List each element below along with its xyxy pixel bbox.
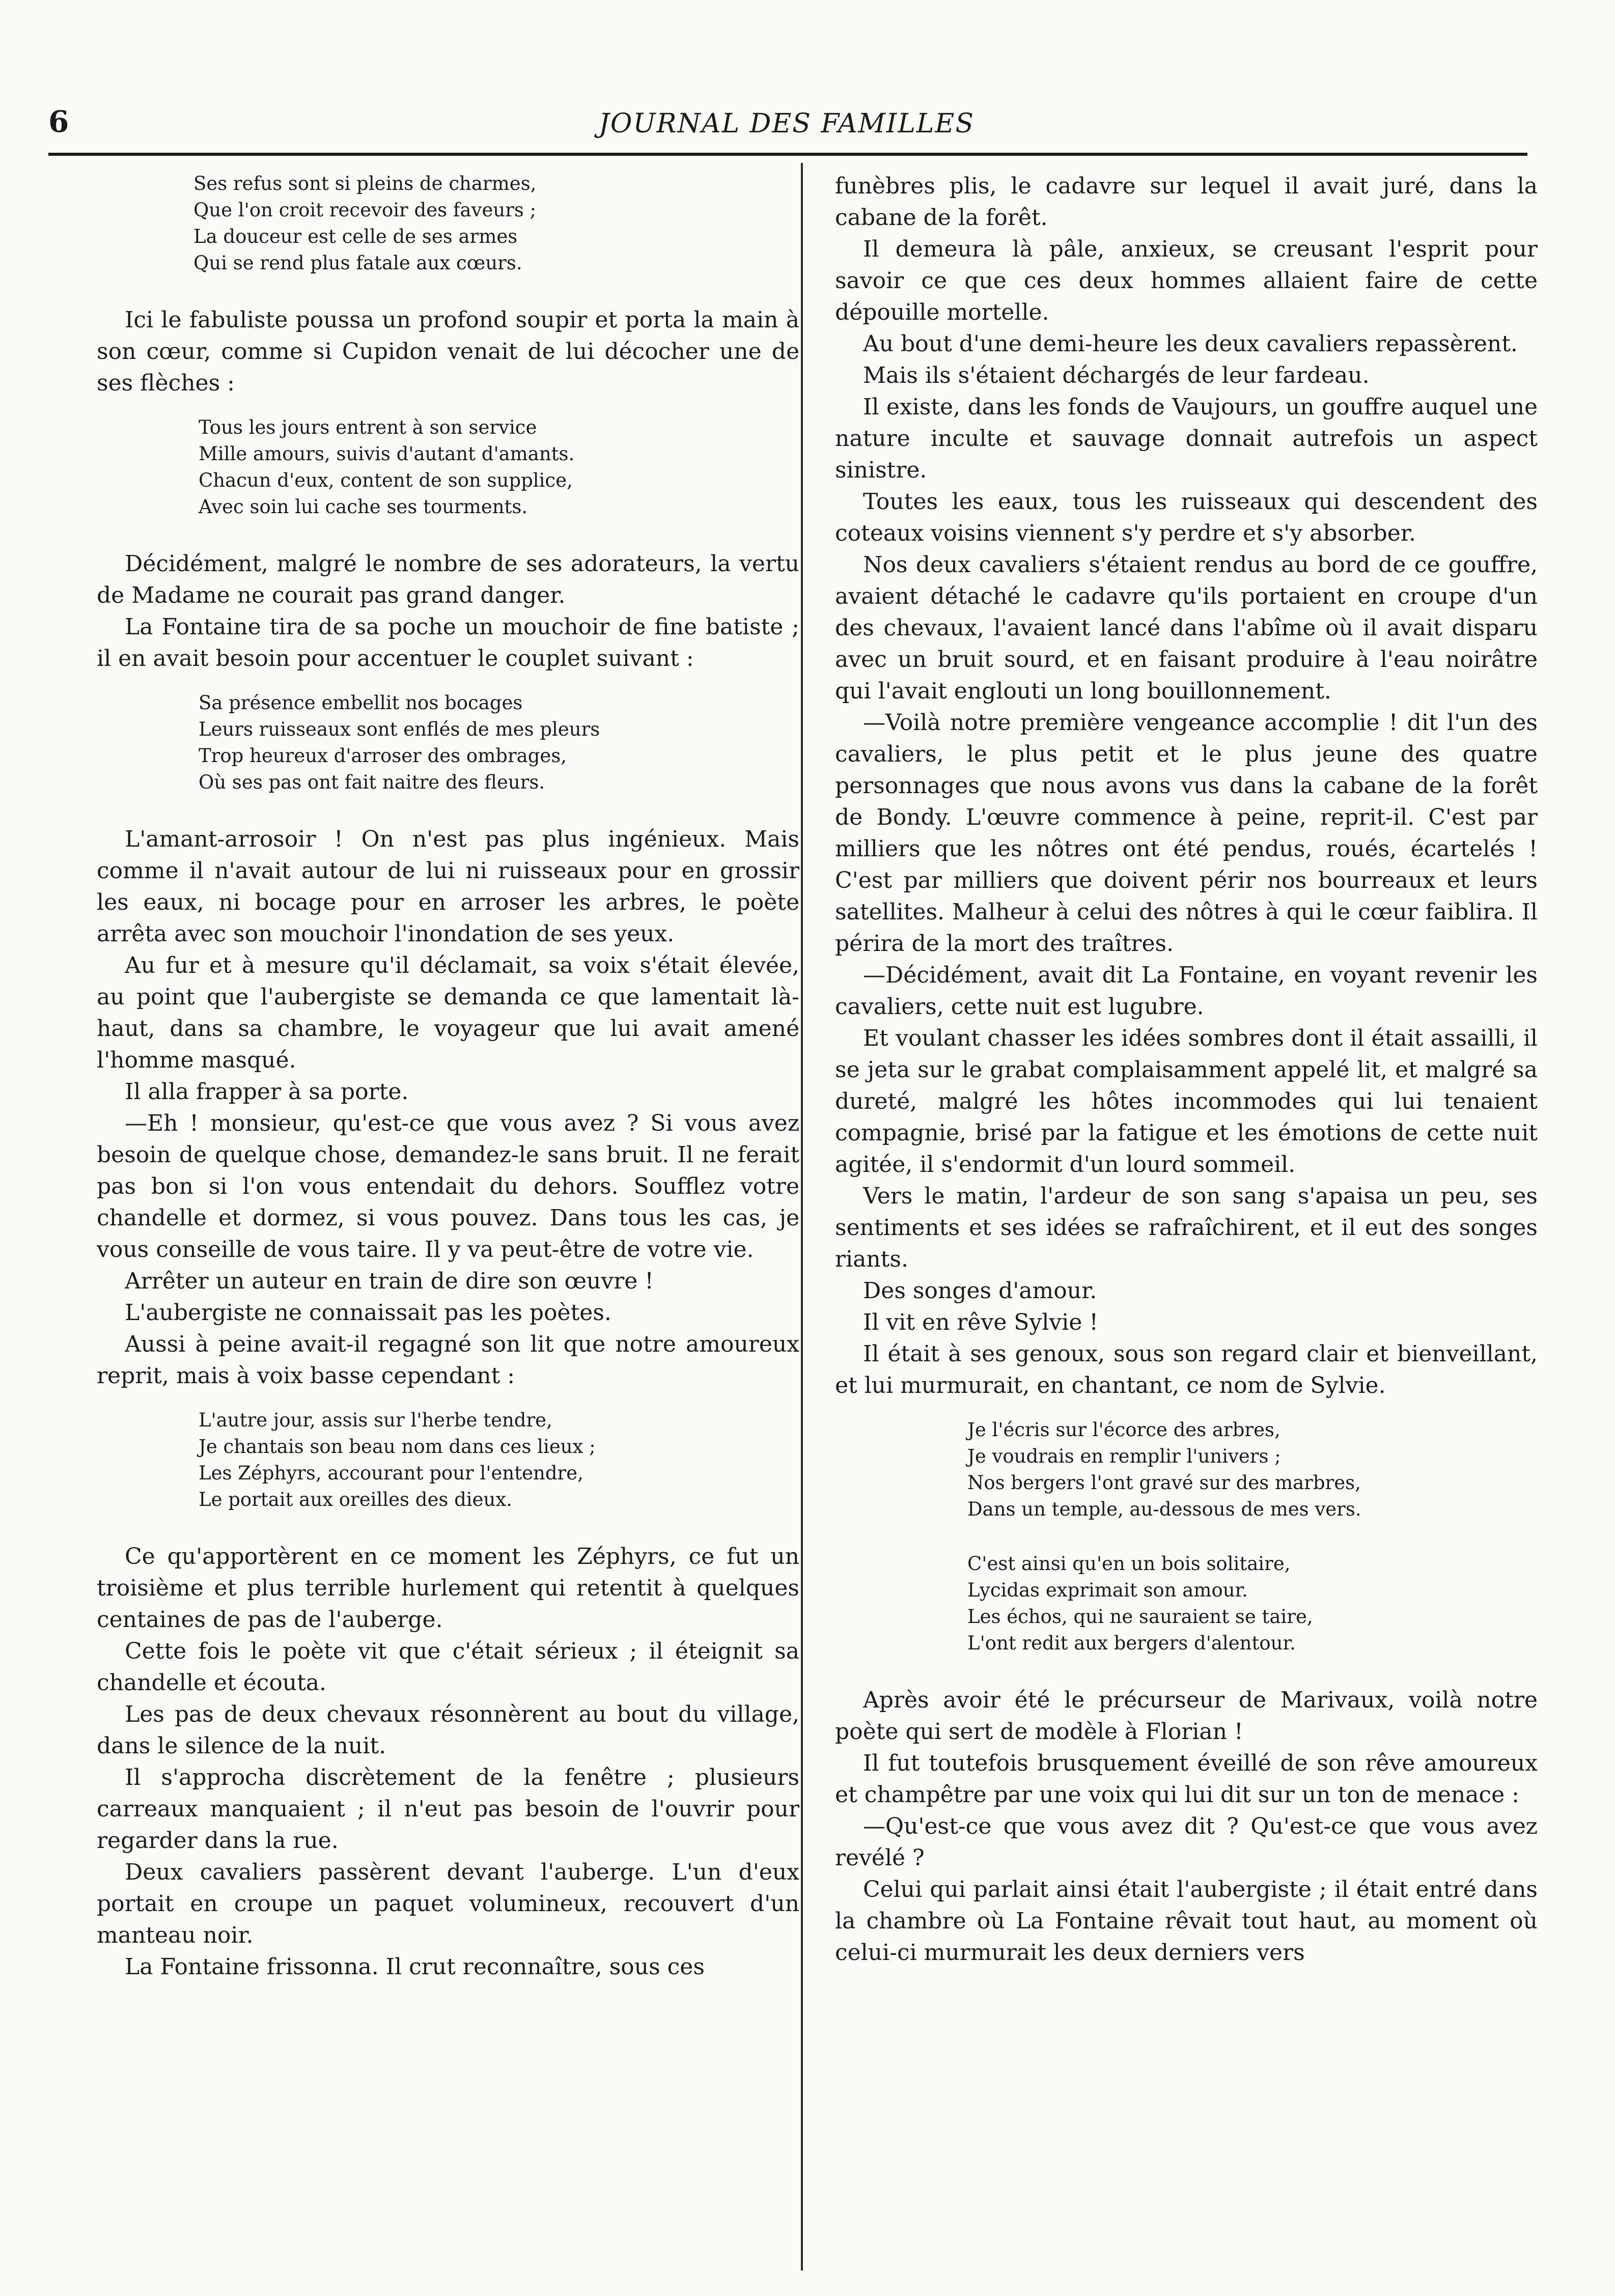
verse-line: Les échos, qui ne sauraient se taire, (967, 1606, 1313, 1628)
verse-line: Mille amours, suivis d'autant d'amants. (199, 443, 575, 465)
verse-line: Je chantais son beau nom dans ces lieux ; (199, 1436, 596, 1458)
left-column (97, 171, 799, 1983)
column-divider (801, 163, 803, 2271)
verse-line: Dans un temple, au-dessous de mes vers. (967, 1498, 1361, 1520)
verse-line: Je l'écris sur l'écorce des arbres, (967, 1419, 1280, 1441)
verse-stanza (199, 414, 799, 520)
paragraph: funèbres plis, le cadavre sur lequel il avait juré, dans la cabane de la forêt. (835, 173, 1538, 231)
verse-line: Ses refus sont si pleins de charmes, (193, 173, 537, 194)
header-rule (48, 153, 1527, 156)
paragraph: L'amant-arrosoir ! On n'est pas plus ingénieux. Mais comme il n'avait autour de lui ni ruisseaux pour en grossir les eaux, ni bocage pour en arroser les arbres, le poète arrêta avec son mouchoir l'inondation de ses yeux. (97, 826, 799, 947)
paragraph: Deux cavaliers passèrent devant l'auberge. L'un d'eux portait en croupe un paquet volumineux, recouvert d'un manteau noir. (97, 1859, 799, 1948)
paragraph: —Eh ! monsieur, qu'est-ce que vous avez ? Si vous avez besoin de quelque chose, demandez-le sans bruit. Il ne ferait pas bon si l'on vous entendait du dehors. Soufflez votre chandelle et dormez, si vous pouvez. Dans tous les cas, je vous conseille de vous taire. Il y va peut-être de votre vie. (97, 1110, 799, 1263)
page-number: 6 (48, 104, 69, 139)
verse-line: La douceur est celle de ses armes (193, 226, 518, 247)
page-header (48, 104, 1525, 145)
verse-stanza (199, 690, 799, 796)
paragraph: Arrêter un auteur en train de dire son œuvre ! (125, 1268, 654, 1294)
paragraph: La Fontaine tira de sa poche un mouchoir de fine batiste ; il en avait besoin pour accentuer le couplet suivant : (97, 614, 799, 671)
verse-line: L'ont redit aux bergers d'alentour. (967, 1632, 1296, 1654)
paragraph: Au bout d'une demi-heure les deux cavaliers repassèrent. (863, 331, 1518, 357)
paragraph: Il existe, dans les fonds de Vaujours, un gouffre auquel une nature inculte et sauvage donnait autrefois un aspect sinistre. (835, 394, 1538, 483)
verse-line: Le portait aux oreilles des dieux. (199, 1489, 512, 1510)
paragraph: La Fontaine frissonna. Il crut reconnaître, sous ces (125, 1954, 705, 1980)
paragraph: Il fut toutefois brusquement éveillé de son rêve amoureux et champêtre par une voix qui lui dit sur un ton de menace : (835, 1750, 1538, 1808)
verse-line: Nos bergers l'ont gravé sur des marbres, (967, 1472, 1361, 1494)
paragraph: Il alla frapper à sa porte. (125, 1079, 409, 1105)
paragraph: Décidément, malgré le nombre de ses adorateurs, la vertu de Madame ne courait pas grand danger. (97, 551, 799, 608)
paragraph: Après avoir été le précurseur de Marivaux, voilà notre poète qui sert de modèle à Florian ! (835, 1687, 1538, 1745)
verse-stanza (193, 171, 799, 276)
paragraph: Il vit en rêve Sylvie ! (863, 1309, 1099, 1335)
verse-line: Je voudrais en remplir l'univers ; (967, 1445, 1281, 1467)
paragraph: Au fur et à mesure qu'il déclamait, sa voix s'était élevée, au point que l'aubergiste se demanda ce que lamentait là-haut, dans sa chambre, le voyageur que lui avait amené l'homme masqué. (97, 953, 799, 1073)
paragraph: Mais ils s'étaient déchargés de leur fardeau. (863, 362, 1370, 388)
paragraph: Il s'approcha discrètement de la fenêtre ; plusieurs carreaux manquaient ; il n'eut pas besoin de l'ouvrir pour regarder dans la rue. (97, 1765, 799, 1854)
verse-line: Avec soin lui cache ses tourments. (199, 496, 528, 518)
verse-line: Leurs ruisseaux sont enflés de mes pleurs (199, 718, 600, 740)
paragraph: Il était à ses genoux, sous son regard clair et bienveillant, et lui murmurait, en chantant, ce nom de Sylvie. (835, 1341, 1538, 1398)
verse-line: Lycidas exprimait son amour. (967, 1579, 1248, 1601)
verse-line: Sa présence embellit nos bocages (199, 692, 523, 714)
paragraph: Des songes d'amour. (863, 1278, 1097, 1304)
paragraph: —Voilà notre première vengeance accomplie ! dit l'un des cavaliers, le plus petit et le plus jeune des quatre personnages que nous avons vus dans la cabane de la forêt de Bondy. L'œuvre commence à peine, reprit-il. C'est par milliers que les nôtres ont été pendus, roués, écartelés ! C'est par milliers que doivent périr nos bourreaux et leurs satellites. Malheur à celui des nôtres à qui le cœur faiblira. Il périra de la mort des traîtres. (835, 710, 1538, 957)
paragraph: Celui qui parlait ainsi était l'aubergiste ; il était entré dans la chambre où La Fontaine rêvait tout haut, au moment où celui-ci murmurait les deux derniers vers (835, 1877, 1538, 1966)
verse-line: Trop heureux d'arroser des ombrages, (199, 745, 567, 767)
paragraph: Vers le matin, l'ardeur de son sang s'apaisa un peu, ses sentiments et ses idées se rafraîchirent, et il eut des songes riants. (835, 1183, 1538, 1272)
verse-stanza (967, 1551, 1538, 1657)
paragraph: —Qu'est-ce que vous avez dit ? Qu'est-ce que vous avez revélé ? (835, 1813, 1538, 1871)
paragraph: Aussi à peine avait-il regagné son lit que notre amoureux reprit, mais à voix basse cependant : (97, 1331, 799, 1389)
verse-line: Qui se rend plus fatale aux cœurs. (193, 252, 522, 274)
paragraph: Il demeura là pâle, anxieux, se creusant l'esprit pour savoir ce que ces deux hommes allaient faire de cette dépouille mortelle. (835, 236, 1538, 325)
verse-line: C'est ainsi qu'en un bois solitaire, (967, 1553, 1291, 1575)
verse-stanza (199, 1407, 799, 1513)
verse-line: Tous les jours entrent à son service (199, 416, 537, 438)
journal-title: JOURNAL DES FAMILLES (599, 108, 974, 139)
paragraph: Nos deux cavaliers s'étaient rendus au bord de ce gouffre, avaient détaché le cadavre qu'ils portaient en croupe d'un des chevaux, l'avaient lancé dans l'abîme où il avait disparu avec un bruit sourd, et en faisant produire à l'eau noirâtre qui l'avait englouti un long bouillonnement. (835, 552, 1538, 704)
verse-stanza (967, 1417, 1538, 1523)
verse-line: Que l'on croit recevoir des faveurs ; (193, 199, 537, 221)
paragraph: Ici le fabuliste poussa un profond soupir et porta la main à son cœur, comme si Cupidon venait de lui décocher une de ses flèches : (97, 307, 799, 396)
paragraph: Toutes les eaux, tous les ruisseaux qui descendent des coteaux voisins viennent s'y perdre et s'y absorber. (835, 489, 1538, 546)
verse-line: Où ses pas ont fait naitre des fleurs. (199, 771, 545, 793)
paragraph: Et voulant chasser les idées sombres dont il était assailli, il se jeta sur le grabat complaisamment appelé lit, et malgré sa dureté, malgré les hôtes incommodes qui lui tenaient compagnie, brisé par la fatigue et les émotions de cette nuit agitée, il s'endormit d'un lourd sommeil. (835, 1025, 1538, 1178)
paragraph: Ce qu'apportèrent en ce moment les Zéphyrs, ce fut un troisième et plus terrible hurlement qui retentit à quelques centaines de pas de l'auberge. (97, 1544, 799, 1633)
paragraph: L'aubergiste ne connaissait pas les poètes. (125, 1300, 611, 1326)
paragraph: Cette fois le poète vit que c'était sérieux ; il éteignit sa chandelle et écouta. (97, 1638, 799, 1696)
verse-line: L'autre jour, assis sur l'herbe tendre, (199, 1409, 552, 1431)
paragraph: —Décidément, avait dit La Fontaine, en voyant revenir les cavaliers, cette nuit est lugubre. (835, 962, 1538, 1020)
right-column (835, 171, 1538, 1969)
verse-line: Chacun d'eux, content de son supplice, (199, 469, 573, 491)
verse-line: Les Zéphyrs, accourant pour l'entendre, (199, 1462, 583, 1484)
paragraph: Les pas de deux chevaux résonnèrent au bout du village, dans le silence de la nuit. (97, 1701, 799, 1759)
